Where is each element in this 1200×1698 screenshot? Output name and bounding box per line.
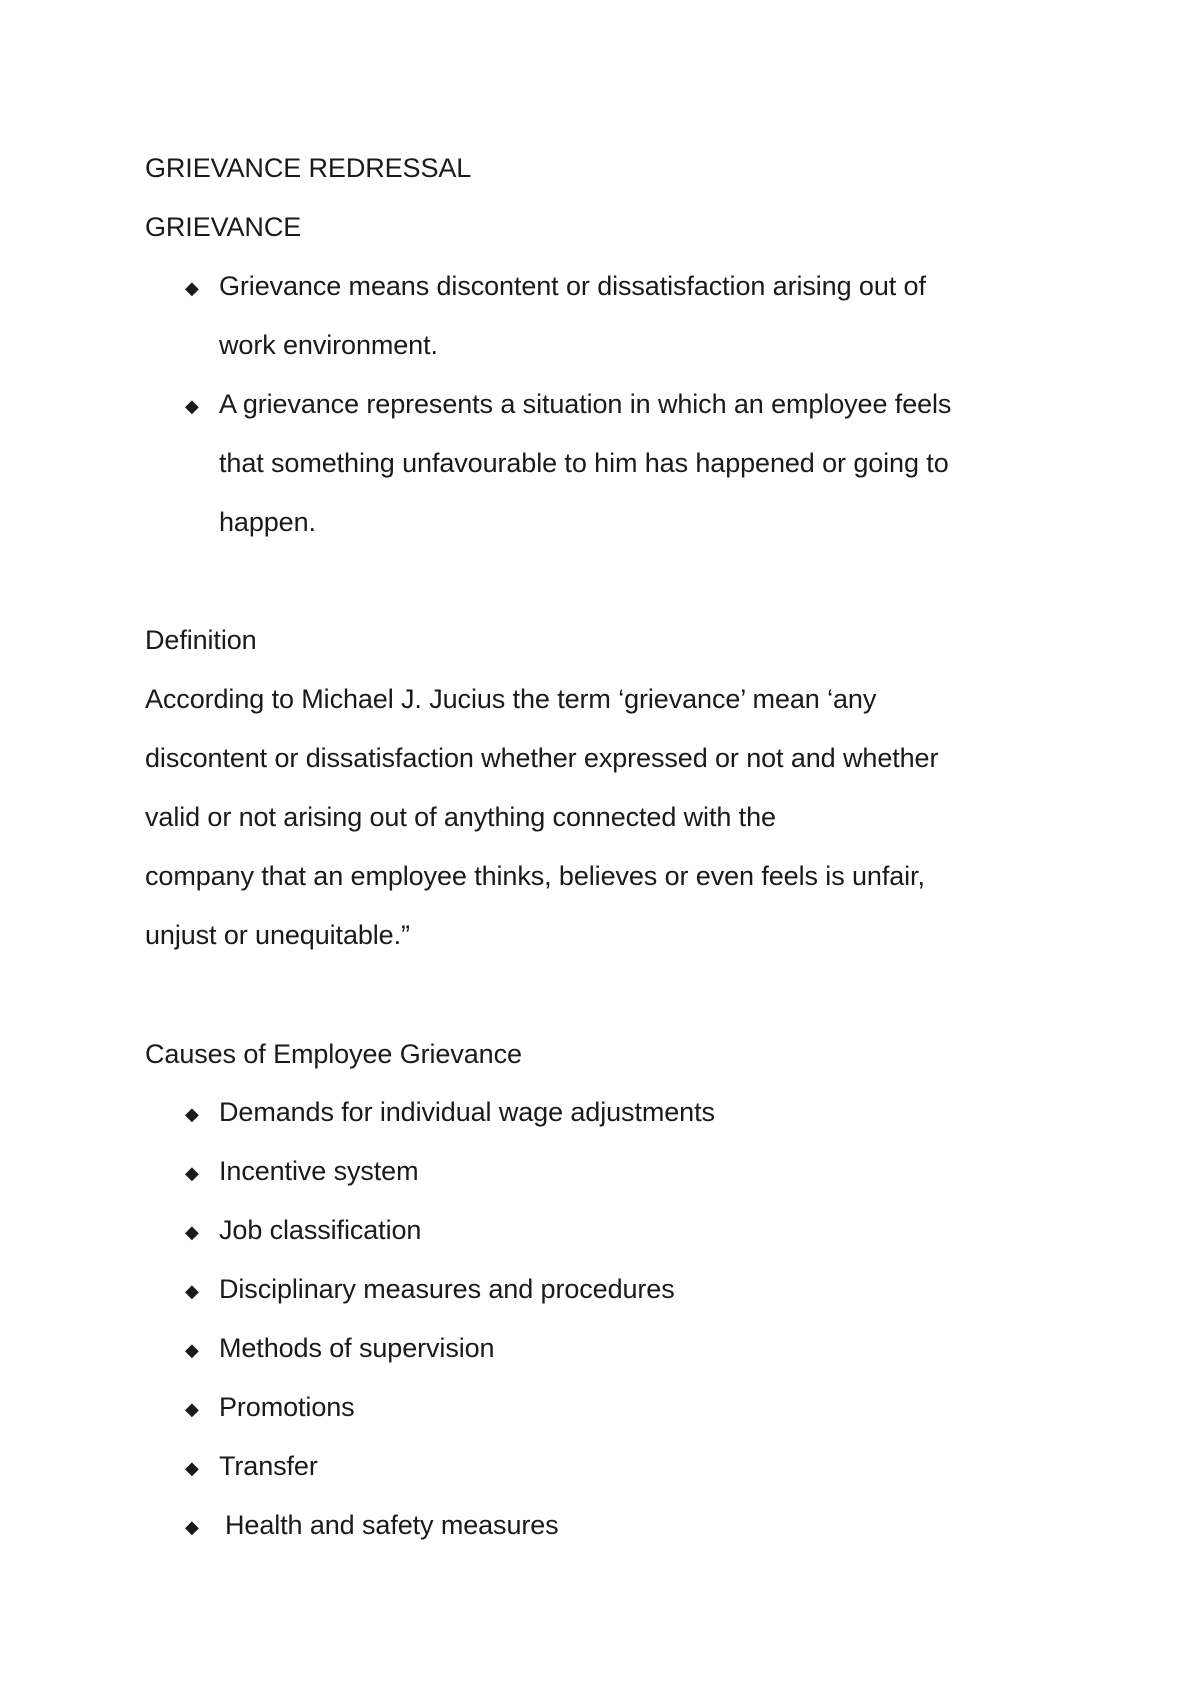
cause-item: Disciplinary measures and procedures	[219, 1274, 675, 1304]
section-heading-causes: Causes of Employee Grievance	[145, 1039, 522, 1069]
bullet-icon: ◆	[185, 1340, 199, 1360]
section-heading-definition: Definition	[145, 625, 257, 655]
definition-line-5: unjust or unequitable.”	[145, 920, 410, 950]
cause-item: Methods of supervision	[219, 1333, 495, 1363]
definition-line-1: According to Michael J. Jucius the term ‘grievance’ mean ‘any	[145, 684, 877, 714]
cause-item: Job classification	[219, 1215, 422, 1245]
cause-item: Incentive system	[219, 1156, 419, 1186]
bullet-icon: ◆	[185, 1163, 199, 1183]
grievance-bullet-2-line-2: that something unfavourable to him has happened or going to	[219, 448, 949, 478]
bullet-icon: ◆	[185, 278, 199, 298]
bullet-icon: ◆	[185, 1222, 199, 1242]
cause-item: Demands for individual wage adjustments	[219, 1097, 715, 1127]
grievance-bullet-2-line-3: happen.	[219, 507, 316, 537]
bullet-icon: ◆	[185, 1458, 199, 1478]
bullet-icon: ◆	[185, 1517, 199, 1537]
grievance-bullet-2-line-1: A grievance represents a situation in which an employee feels	[219, 389, 952, 419]
bullet-icon: ◆	[185, 396, 199, 416]
bullet-icon: ◆	[185, 1399, 199, 1419]
cause-item: Promotions	[219, 1392, 355, 1422]
bullet-icon: ◆	[185, 1104, 199, 1124]
definition-line-3: valid or not arising out of anything connected with the	[145, 802, 776, 832]
bullet-icon: ◆	[185, 1281, 199, 1301]
definition-line-4: company that an employee thinks, believes or even feels is unfair,	[145, 861, 925, 891]
cause-item: Transfer	[219, 1451, 318, 1481]
section-heading-grievance: GRIEVANCE	[145, 212, 302, 242]
cause-item: Health and safety measures	[225, 1510, 559, 1540]
grievance-bullet-1-line-1: Grievance means discontent or dissatisfaction arising out of	[219, 271, 926, 301]
document-title: GRIEVANCE REDRESSAL	[145, 153, 472, 183]
grievance-bullet-1-line-2: work environment.	[219, 330, 438, 360]
definition-line-2: discontent or dissatisfaction whether expressed or not and whether	[145, 743, 939, 773]
